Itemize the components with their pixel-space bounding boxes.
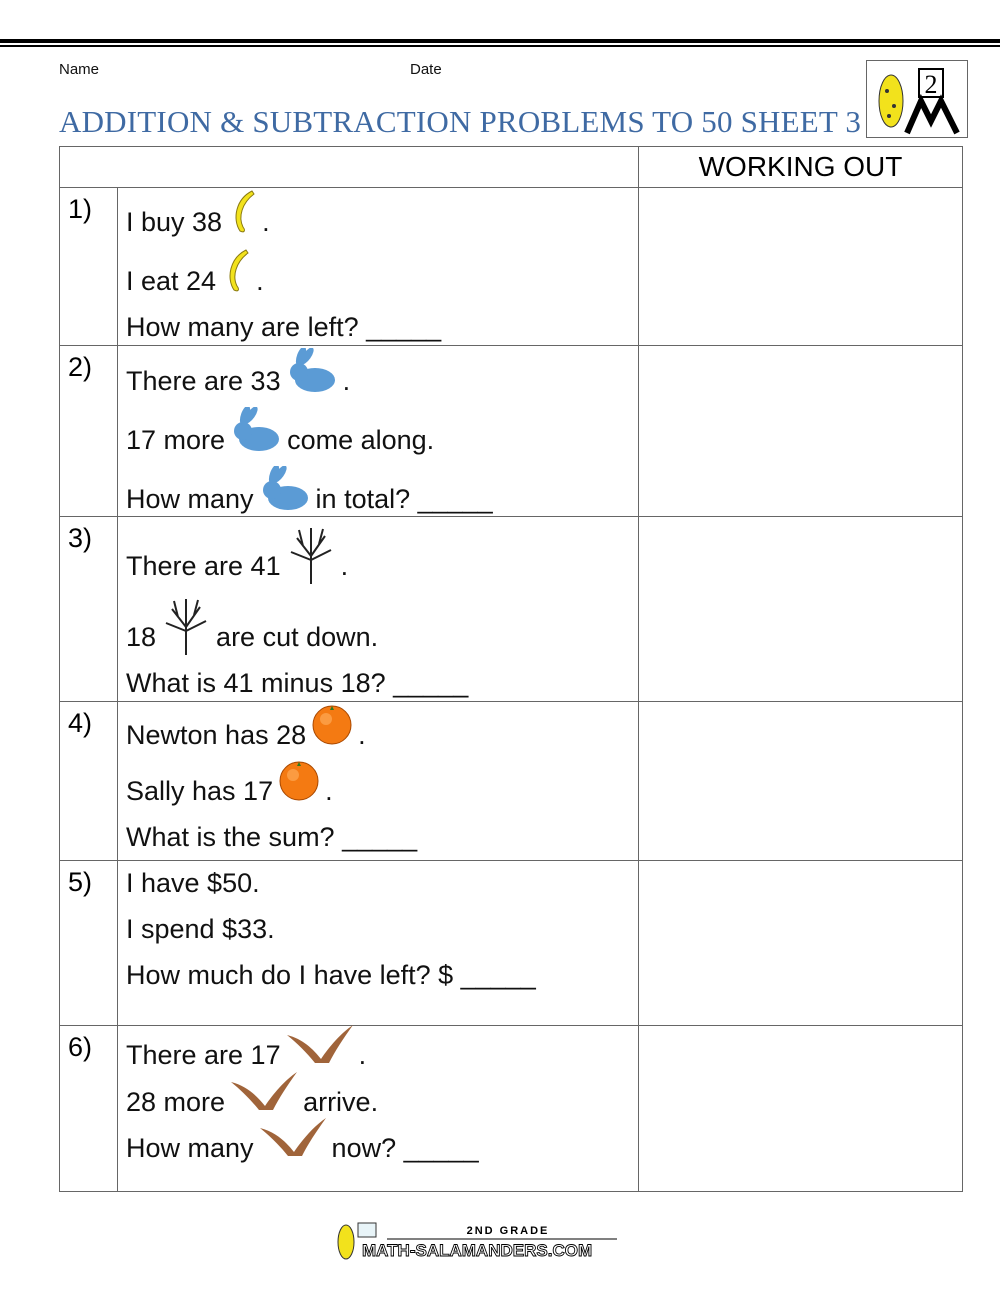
orange-icon [310,703,354,754]
problem-number: 2) [68,352,93,382]
question-cell [118,517,639,702]
question-line [126,549,348,583]
banana-icon [226,189,258,242]
question-line [126,1085,378,1119]
question-cell [118,1026,639,1192]
question-text: now? _____ [331,1132,479,1163]
question-line [126,718,366,752]
footer-logo [332,1220,622,1262]
problem-number-cell [60,346,118,517]
question-text: There are 17 [126,1039,281,1070]
question-cell [118,702,639,861]
problem-row [60,1026,963,1192]
banana-icon [220,248,252,301]
problem-row [60,861,963,1026]
problem-row [60,702,963,861]
problem-number-cell [60,861,118,1026]
question-text: come along. [287,424,435,455]
question-line [126,264,264,298]
question-text: . [256,265,264,296]
question-line [126,310,441,344]
question-text: I buy 38 [126,206,223,237]
problem-number: 4) [68,708,93,738]
problem-number: 3) [68,523,93,553]
working-out-cell[interactable] [639,702,963,861]
question-text: . [340,550,349,581]
problem-row [60,188,963,346]
question-text: There are 41 [126,550,281,581]
question-text: How many [126,1132,254,1163]
question-line [126,482,493,516]
question-text: I spend $33. [126,913,275,944]
question-line [126,866,260,900]
question-text: arrive. [303,1086,379,1117]
orange-icon [277,759,321,810]
top-rule-thin [0,45,1000,47]
question-text: . [262,206,270,237]
svg-text:MATH-SALAMANDERS.COM: MATH-SALAMANDERS.COM [362,1241,593,1260]
question-text: I have $50. [126,867,260,898]
question-text: How many [126,483,254,514]
problem-number-cell [60,517,118,702]
question-cell [118,188,639,346]
question-text: Newton has 28 [126,719,307,750]
question-text: I eat 24 [126,265,217,296]
salamander-logo [866,60,968,138]
working-out-cell[interactable] [639,861,963,1026]
question-line [126,205,270,239]
question-line [126,620,378,654]
problem-number: 1) [68,194,93,224]
page-title: ADDITION & SUBTRACTION PROBLEMS TO 50 SHEET 3 [59,104,862,139]
working-out-cell[interactable] [639,517,963,702]
rabbit-icon [285,348,339,401]
question-text: . [342,365,351,396]
question-text: 28 more [126,1086,226,1117]
bird-icon [285,1023,355,1074]
problem-number-cell [60,702,118,861]
top-rule [0,39,1000,43]
problem-number: 5) [68,867,93,897]
rabbit-icon [258,466,312,519]
question-line [126,1131,479,1165]
question-line [126,958,536,992]
tree-icon [160,597,212,664]
date-label: Date [410,61,442,78]
working-out-cell[interactable] [639,188,963,346]
problem-number: 6) [68,1032,93,1062]
question-line [126,820,417,854]
question-text: What is the sum? _____ [126,821,418,852]
question-text: There are 33 [126,365,281,396]
problem-number-cell [60,1026,118,1192]
question-text: in total? _____ [315,483,493,514]
bird-icon [229,1070,299,1121]
question-line [126,364,350,398]
svg-text:2: 2 [924,70,938,99]
question-line [126,666,468,700]
problem-row [60,346,963,517]
question-cell [118,861,639,1026]
question-text: What is 41 minus 18? _____ [126,667,469,698]
problem-number-cell [60,188,118,346]
bird-icon [258,1116,328,1167]
question-text: 17 more [126,424,226,455]
tree-icon [285,526,337,593]
question-line [126,1038,366,1072]
question-text: are cut down. [216,621,379,652]
question-line [126,912,275,946]
question-text: . [358,1039,367,1070]
problem-row [60,517,963,702]
question-text: How many are left? _____ [126,311,442,342]
header-blank-cell [60,147,639,188]
svg-text:2ND GRADE: 2ND GRADE [466,1225,550,1237]
question-text: . [325,775,333,806]
question-line [126,423,434,457]
question-text: Sally has 17 [126,775,274,806]
working-out-cell[interactable] [639,346,963,517]
problems-table [59,146,963,1192]
question-text: How much do I have left? $ _____ [126,959,536,990]
name-label: Name [59,61,100,78]
working-out-cell[interactable] [639,1026,963,1192]
question-cell [118,346,639,517]
rabbit-icon [229,407,283,460]
question-text: 18 [126,621,157,652]
question-text: . [358,719,366,750]
working-out-header: WORKING OUT [639,147,963,188]
question-line [126,774,333,808]
